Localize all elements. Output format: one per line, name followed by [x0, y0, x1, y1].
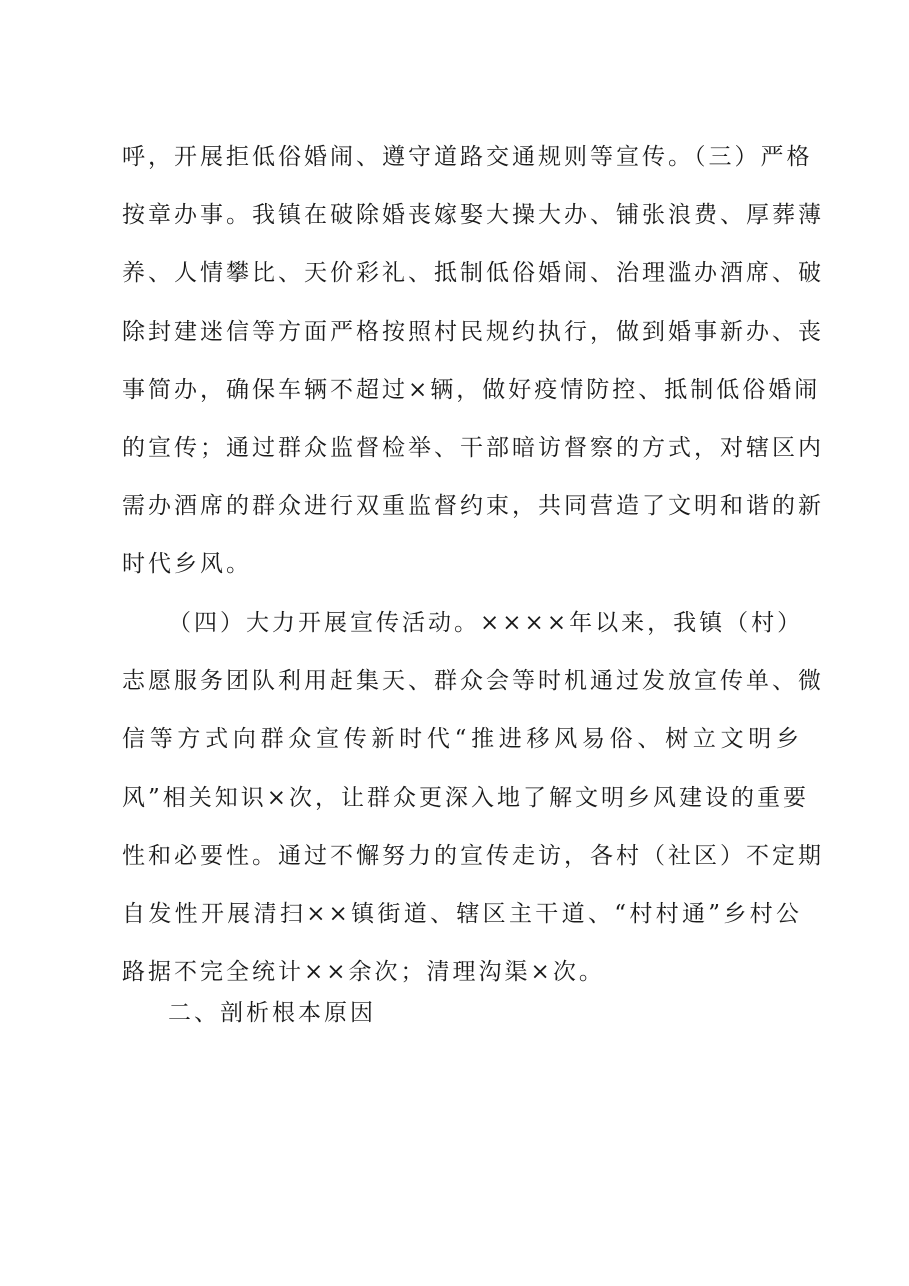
text-line: 时代乡风。 — [122, 551, 252, 578]
text-line: 风”相关知识×次，让群众更深入地了解文明乡风建设的重要 — [122, 784, 810, 811]
text-line: 信等方式向群众宣传新时代“推进移风易俗、树立文明乡 — [122, 726, 802, 753]
text-line: 志愿服务团队利用赶集天、群众会等时机通过发放宣传单、微 — [122, 668, 824, 695]
text-line: 按章办事。我镇在破除婚丧嫁娶大操大办、铺张浪费、厚葬薄 — [122, 202, 824, 229]
text-line: 呼，开展拒低俗婚闹、遵守道路交通规则等宣传。（三）严格 — [122, 144, 813, 170]
text-line: 性和必要性。通过不懈努力的宣传走访，各村（社区）不定期 — [122, 842, 824, 869]
text-line: 路据不完全统计××余次；清理沟渠×次。 — [122, 959, 605, 986]
text-line: 的宣传；通过群众监督检举、干部暗访督察的方式，对辖区内 — [122, 434, 824, 461]
section-heading — [122, 984, 802, 1042]
paragraph-section-3-continued — [122, 128, 824, 594]
paragraph-section-4 — [122, 594, 824, 1001]
text-line: 除封建迷信等方面严格按照村民规约执行，做到婚事新办、丧 — [122, 318, 824, 345]
heading-text: 二、剖析根本原因 — [168, 1000, 376, 1026]
text-line: 事简办，确保车辆不超过×辆，做好疫情防控、抵制低俗婚闹 — [122, 376, 821, 403]
text-line: 自发性开展清扫××镇街道、辖区主干道、“村村通”乡村公 — [122, 900, 802, 927]
text-line: 养、人情攀比、天价彩礼、抵制低俗婚闹、治理滥办酒席、破 — [122, 260, 824, 287]
text-line: （四）大力开展宣传活动。××××年以来，我镇（村） — [168, 610, 804, 636]
text-line: 需办酒席的群众进行双重监督约束，共同营造了文明和谐的新 — [122, 493, 824, 520]
